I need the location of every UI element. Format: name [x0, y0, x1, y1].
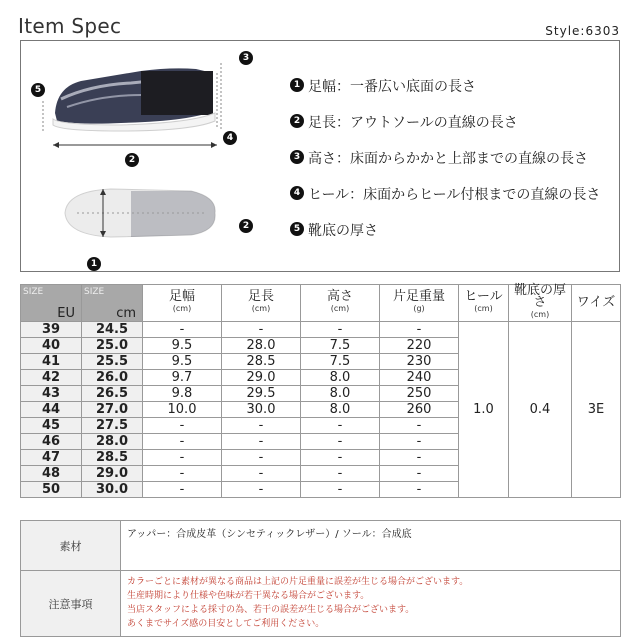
- cm-cell: 30.0: [82, 482, 143, 498]
- size-spec-table: [20, 284, 621, 498]
- width-cell: 9.8: [143, 386, 222, 402]
- header-width: 足幅 (cm): [143, 285, 222, 322]
- page-title: Item Spec: [18, 14, 122, 38]
- shoe-side-view: [53, 68, 215, 131]
- legend-item-3: 3 高さ：床面からかかと上部までの直線の長さ: [290, 148, 588, 168]
- eu-cell: 48: [21, 466, 82, 482]
- weight-cell: 250: [380, 386, 459, 402]
- width-cell: -: [143, 466, 222, 482]
- sole-thickness-cell: 0.4: [509, 322, 572, 498]
- length-cell: -: [222, 466, 301, 482]
- header-cm: SIZE cm: [82, 285, 143, 322]
- cm-cell: 26.0: [82, 370, 143, 386]
- height-cell: 8.0: [301, 370, 380, 386]
- header-sole-thickness: 靴底の厚さ (cm): [509, 285, 572, 322]
- weight-cell: 260: [380, 402, 459, 418]
- weight-cell: -: [380, 322, 459, 338]
- marker-width: 1: [87, 257, 101, 271]
- width-cell: 9.5: [143, 354, 222, 370]
- width-cell: 9.7: [143, 370, 222, 386]
- eu-cell: 43: [21, 386, 82, 402]
- weight-cell: -: [380, 466, 459, 482]
- eu-cell: 47: [21, 450, 82, 466]
- material-text: アッパー：合成皮革（シンセティックレザー）/ ソール：合成底: [121, 521, 621, 571]
- height-cell: 8.0: [301, 386, 380, 402]
- cm-cell: 25.5: [82, 354, 143, 370]
- marker-heel: 4: [223, 131, 237, 145]
- legend-item-5: 5 靴底の厚さ: [290, 220, 378, 240]
- table-row: [21, 322, 621, 338]
- marker-length: 2: [125, 153, 139, 167]
- material-notes-table: [20, 520, 621, 637]
- length-cell: -: [222, 434, 301, 450]
- width-cell: -: [143, 322, 222, 338]
- cm-cell: 28.5: [82, 450, 143, 466]
- height-cell: -: [301, 450, 380, 466]
- height-cell: -: [301, 322, 380, 338]
- marker-sole-thickness: 5: [31, 83, 45, 97]
- cm-cell: 24.5: [82, 322, 143, 338]
- length-cell: -: [222, 418, 301, 434]
- marker-length-sole: 2: [239, 219, 253, 233]
- cm-cell: 27.5: [82, 418, 143, 434]
- notes-label: 注意事項: [21, 571, 121, 637]
- height-cell: 8.0: [301, 402, 380, 418]
- header-weight: 片足重量 (g): [380, 285, 459, 322]
- heel-cell: 1.0: [459, 322, 509, 498]
- height-cell: -: [301, 482, 380, 498]
- cm-cell: 27.0: [82, 402, 143, 418]
- weight-cell: -: [380, 434, 459, 450]
- height-cell: -: [301, 466, 380, 482]
- length-cell: 28.5: [222, 354, 301, 370]
- style-code: Style:6303: [545, 24, 620, 38]
- header-heel: ヒール (cm): [459, 285, 509, 322]
- length-cell: 28.0: [222, 338, 301, 354]
- width-cell: -: [143, 418, 222, 434]
- eu-cell: 39: [21, 322, 82, 338]
- notes-list: [121, 571, 621, 637]
- height-cell: -: [301, 418, 380, 434]
- cm-cell: 29.0: [82, 466, 143, 482]
- height-cell: 7.5: [301, 338, 380, 354]
- weight-cell: -: [380, 450, 459, 466]
- note-line: カラーごとに素材が異なる商品は上記の片足重量に誤差が生じる場合がございます。: [127, 577, 469, 587]
- cm-cell: 26.5: [82, 386, 143, 402]
- legend-item-1: 1 足幅：一番広い底面の長さ: [290, 76, 476, 96]
- cm-cell: 28.0: [82, 434, 143, 450]
- marker-height: 3: [239, 51, 253, 65]
- eu-cell: 45: [21, 418, 82, 434]
- height-cell: -: [301, 434, 380, 450]
- material-label: 素材: [21, 521, 121, 571]
- eu-cell: 44: [21, 402, 82, 418]
- eu-cell: 40: [21, 338, 82, 354]
- shoe-sole-view: [65, 189, 215, 237]
- wise-cell: 3E: [572, 322, 621, 498]
- weight-cell: 230: [380, 354, 459, 370]
- length-cell: 29.5: [222, 386, 301, 402]
- length-cell: -: [222, 482, 301, 498]
- header-wise: ワイズ: [572, 285, 621, 322]
- eu-cell: 41: [21, 354, 82, 370]
- legend-item-4: 4 ヒール：床面からヒール付根までの直線の長さ: [290, 184, 600, 204]
- table-header-row: [21, 285, 621, 322]
- eu-cell: 46: [21, 434, 82, 450]
- weight-cell: -: [380, 418, 459, 434]
- note-line: あくまでサイズ感の目安としてご利用ください。: [127, 619, 325, 629]
- length-cell: -: [222, 322, 301, 338]
- weight-cell: 240: [380, 370, 459, 386]
- eu-cell: 50: [21, 482, 82, 498]
- shoe-diagram-illustration: [21, 41, 281, 273]
- length-cell: 30.0: [222, 402, 301, 418]
- length-cell: -: [222, 450, 301, 466]
- legend-item-2: 2 足長：アウトソールの直線の長さ: [290, 112, 518, 132]
- header-eu: SIZE EU: [21, 285, 82, 322]
- length-cell: 29.0: [222, 370, 301, 386]
- weight-cell: 220: [380, 338, 459, 354]
- width-cell: -: [143, 450, 222, 466]
- eu-cell: 42: [21, 370, 82, 386]
- header-length: 足長 (cm): [222, 285, 301, 322]
- width-cell: 9.5: [143, 338, 222, 354]
- width-cell: 10.0: [143, 402, 222, 418]
- note-line: 当店スタッフによる採寸の為、若干の誤差が生じる場合がございます。: [127, 605, 415, 615]
- note-line: 生産時期により仕様や色味が若干異なる場合がございます。: [127, 591, 370, 601]
- header-height: 高さ (cm): [301, 285, 380, 322]
- width-cell: -: [143, 482, 222, 498]
- cm-cell: 25.0: [82, 338, 143, 354]
- weight-cell: -: [380, 482, 459, 498]
- width-cell: -: [143, 434, 222, 450]
- height-cell: 7.5: [301, 354, 380, 370]
